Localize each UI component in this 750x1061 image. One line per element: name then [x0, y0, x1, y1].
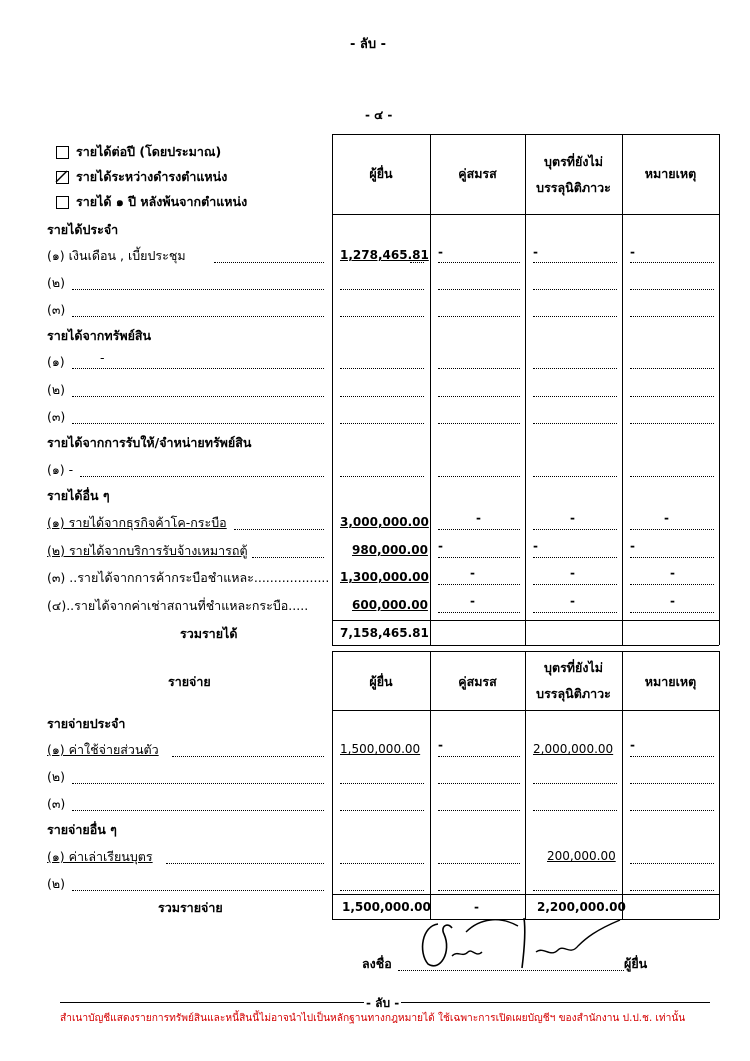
row-label: (๑) ค่าใช้จ่ายส่วนตัว: [47, 742, 159, 757]
option-label-during-term: รายได้ระหว่างดำรงตำแหน่ง: [76, 169, 228, 184]
section-title-other-income: รายได้อื่น ๆ: [47, 488, 110, 503]
cell-remarks: -: [630, 738, 635, 752]
row-label: (๒): [47, 769, 65, 784]
cell-children: -: [570, 594, 575, 608]
total-expense-spouse: -: [474, 900, 479, 914]
classification-top: - ลับ -: [350, 37, 387, 52]
col-header-remarks: หมายเหตุ: [644, 166, 697, 181]
cell-remarks: -: [664, 511, 669, 525]
cell-filer: 600,000.00: [352, 598, 428, 612]
cell-remarks: -: [630, 539, 635, 553]
row-label: (๑): [47, 354, 65, 369]
row-label: (๑) เงินเดือน , เบี้ยประชุม: [47, 248, 186, 263]
handwritten-signature: [400, 912, 630, 974]
expense-col-header-filer: ผู้ยื่น: [369, 674, 393, 689]
cell-spouse: -: [438, 738, 443, 752]
total-expense-filer: 1,500,000.00: [342, 900, 431, 914]
col-header-children-line2: บรรลุนิติภาวะ: [536, 180, 611, 195]
row-label: (๓) ..รายได้จากการค้ากระบือชำแหละ...................: [47, 570, 330, 585]
cell-children: 2,000,000.00: [533, 742, 614, 756]
cell-children: -: [570, 511, 575, 525]
cell-children: 200,000.00: [547, 849, 616, 863]
cell-spouse: -: [470, 566, 475, 580]
option-checkbox-during-term[interactable]: [56, 171, 69, 184]
cell-filer: 980,000.00: [352, 543, 428, 557]
col-header-filer: ผู้ยื่น: [369, 166, 393, 181]
row-label: (๔)..รายได้จากค่าเช่าสถานที่ชำแหละกระบือ.....: [47, 598, 309, 613]
option-checkbox-after-term[interactable]: [56, 196, 69, 209]
section-title-transfer-income: รายได้จากการรับให้/จำหน่ายทรัพย์สิน: [47, 435, 252, 450]
section-title-regular-expense: รายจ่ายประจำ: [47, 716, 126, 731]
classification-bottom: - ลับ -: [364, 994, 401, 1013]
row-label: (๑) ค่าเล่าเรียนบุตร: [47, 849, 153, 864]
total-expense-children: 2,200,000.00: [537, 900, 626, 914]
expense-col-header-children-line1: บุตรที่ยังไม่: [544, 660, 603, 675]
expense-col-header-spouse: คู่สมรส: [458, 674, 497, 689]
row-label: (๑) -: [47, 462, 74, 477]
option-label-annual: รายได้ต่อปี (โดยประมาณ): [76, 144, 222, 159]
row-label: (๒) รายได้จากบริการรับจ้างเหมารถตู้: [47, 543, 248, 558]
cell-children: -: [533, 245, 538, 259]
expense-header: รายจ่าย: [168, 674, 211, 689]
row-label: (๓): [47, 796, 66, 811]
row-extra: -: [100, 350, 105, 365]
cell-filer: 1,500,000.00: [340, 742, 421, 756]
cell-children: -: [533, 539, 538, 553]
cell-remarks: -: [630, 245, 635, 259]
section-title-other-expense: รายจ่ายอื่น ๆ: [47, 822, 117, 837]
row-label: (๓): [47, 409, 66, 424]
signature-prefix: ลงชื่อ: [362, 956, 392, 971]
expense-col-header-children-line2: บรรลุนิติภาวะ: [536, 686, 611, 701]
check-mark-icon: [55, 170, 68, 183]
col-header-spouse: คู่สมรส: [458, 166, 497, 181]
cell-remarks: -: [670, 566, 675, 580]
total-expense-label: รวมรายจ่าย: [158, 900, 223, 915]
section-title-asset-income: รายได้จากทรัพย์สิน: [47, 328, 152, 343]
cell-spouse: -: [470, 594, 475, 608]
col-header-children-line1: บุตรที่ยังไม่: [544, 154, 603, 169]
page-number: - ๔ -: [365, 108, 393, 122]
cell-filer: 1,300,000.00: [340, 570, 429, 584]
section-title-regular-income: รายได้ประจำ: [47, 222, 119, 237]
row-label: (๓): [47, 302, 66, 317]
footer-disclaimer: สำเนาบัญชีแสดงรายการทรัพย์สินและหนี้สินนี้ไม่อาจนำไปเป็นหลักฐานทางกฎหมายได้ ใช้เฉพาะการเปิดเผยบัญชีฯ ของสำนักงาน ป.ป.ช. เท่านั้น: [60, 1013, 686, 1024]
row-label: (๑) รายได้จากธุรกิจค้าโค-กระบือ: [47, 515, 227, 530]
row-label: (๒): [47, 876, 65, 891]
expense-col-header-remarks: หมายเหตุ: [644, 674, 697, 689]
cell-spouse: -: [476, 511, 481, 525]
cell-spouse: -: [438, 245, 443, 259]
cell-spouse: -: [438, 539, 443, 553]
row-label: (๒): [47, 382, 65, 397]
option-label-after-term: รายได้ ๑ ปี หลังพ้นจากตำแหน่ง: [76, 194, 248, 209]
total-income-filer: 7,158,465.81: [340, 626, 429, 640]
signature-suffix: ผู้ยื่น: [624, 956, 648, 971]
total-income-label: รวมรายได้: [180, 626, 238, 641]
option-checkbox-annual[interactable]: [56, 146, 69, 159]
cell-remarks: -: [670, 594, 675, 608]
cell-filer: 3,000,000.00: [340, 515, 429, 529]
row-label: (๒): [47, 275, 65, 290]
cell-children: -: [570, 566, 575, 580]
cell-filer: 1,278,465.81: [340, 248, 429, 262]
